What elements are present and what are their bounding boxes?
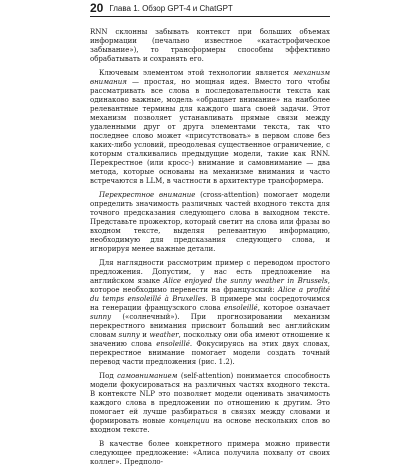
body-paragraph	[90, 69, 330, 186]
text-run: Ключевым элементом этой технологии является	[99, 69, 294, 77]
text-run: В качестве более конкретного примера можно привести следующее предложение: «Алиса получила похвалу от своих коллег». Предполо-	[90, 440, 330, 466]
body-paragraph	[90, 28, 330, 64]
text-run: и	[139, 331, 150, 339]
page-number: 20	[90, 1, 104, 15]
body-paragraph	[90, 259, 330, 367]
chapter-title: Глава 1. Обзор GPT-4 и ChatGPT	[109, 3, 233, 13]
italic-term: sunny	[90, 313, 112, 321]
italic-term: ensoleillé	[224, 304, 258, 312]
page-body	[90, 28, 330, 472]
italic-term: Alice a profité du temps ensoleillé à Bruxelles.	[90, 286, 330, 303]
italic-term: weather	[149, 331, 179, 339]
body-paragraph	[90, 191, 330, 254]
italic-term: концепции	[169, 417, 210, 425]
italic-term: ensoleillé	[156, 340, 190, 348]
body-paragraph	[90, 372, 330, 435]
italic-term: самовниманием	[117, 372, 178, 380]
italic-term: Перекрестное внимание	[99, 191, 196, 199]
text-run: . Фокусируясь на этих двух словах, перекрестное внимание помогает модели создать точный перевод части предложения (рис. 1.2).	[90, 340, 330, 366]
italic-term: Alice enjoyed the sunny weather in Brussels	[163, 277, 328, 285]
text-run: на основе нескольких слов во входном тексте.	[90, 417, 330, 434]
running-head	[90, 0, 330, 17]
text-run: («солнечный»). При прогнозировании механизм перекрестного внимания присвоит больший вес английским словам	[90, 313, 330, 339]
text-run: , поскольку они оба имеют отношение к значению слова	[90, 331, 330, 348]
italic-term: sunny	[118, 331, 140, 339]
text-run: — простая, но мощная идея. Вместо того чтобы рассматривать все слова в последовательности текста как одинаково важные, модель «обращает внимание» на наиболее релевантные термины для каждого шага своей задачи. Этот механизм позволяет устанавливать прямые связи между удаленными друг от друга элементами текста, так что последнее слово может «присутствовать» в первом слове без каких-либо условий, преодолевая существенное ограничение, с которым сталкивались предыдущие модели, такие как RNN. Перекрестное (или кросс-) внимание и самовнимание — два метода, которые основаны на механизме внимания и часто встречаются в LLM, в частности в архитектуре трансформера.	[90, 78, 330, 185]
text-run: В примере мы сосредоточимся на генерации французского слова	[90, 295, 330, 312]
text-run: RNN склонны забывать контекст при больших объемах информации (печально известное «катастрофическое забывание»), то трансформеры способны эффективно обрабатывать и сохранять его.	[90, 28, 330, 63]
text-run: (self-attention) понимается способность модели фокусироваться на различных частях входного текста. В контексте NLP это позволяет модели оценивать значимость каждого слова в предложении по отношению к другим. Это помогает ей лучше разбираться в связях между словами и формировать новые	[90, 372, 331, 425]
body-paragraph	[90, 440, 330, 467]
text-run: , которое означает	[257, 304, 330, 312]
text-run: Под	[99, 372, 118, 380]
text-run: Для наглядности рассмотрим пример с переводом простого предложения. Допустим, у нас есть предложение на английском языке	[90, 259, 330, 285]
text-run: (cross-attention) помогает модели определить значимость различных частей входного текста для точного предсказания следующего слова в выходном тексте. Представьте прожектор, который светит на слова или фразы во входном тексте, выделяя релевантную информацию, необходимую для предсказания следующего слова, и игнорируя менее важные детали.	[90, 191, 330, 253]
text-run: , которое необходимо перевести на французский:	[90, 277, 330, 294]
italic-term: механизм внимания	[90, 69, 330, 86]
